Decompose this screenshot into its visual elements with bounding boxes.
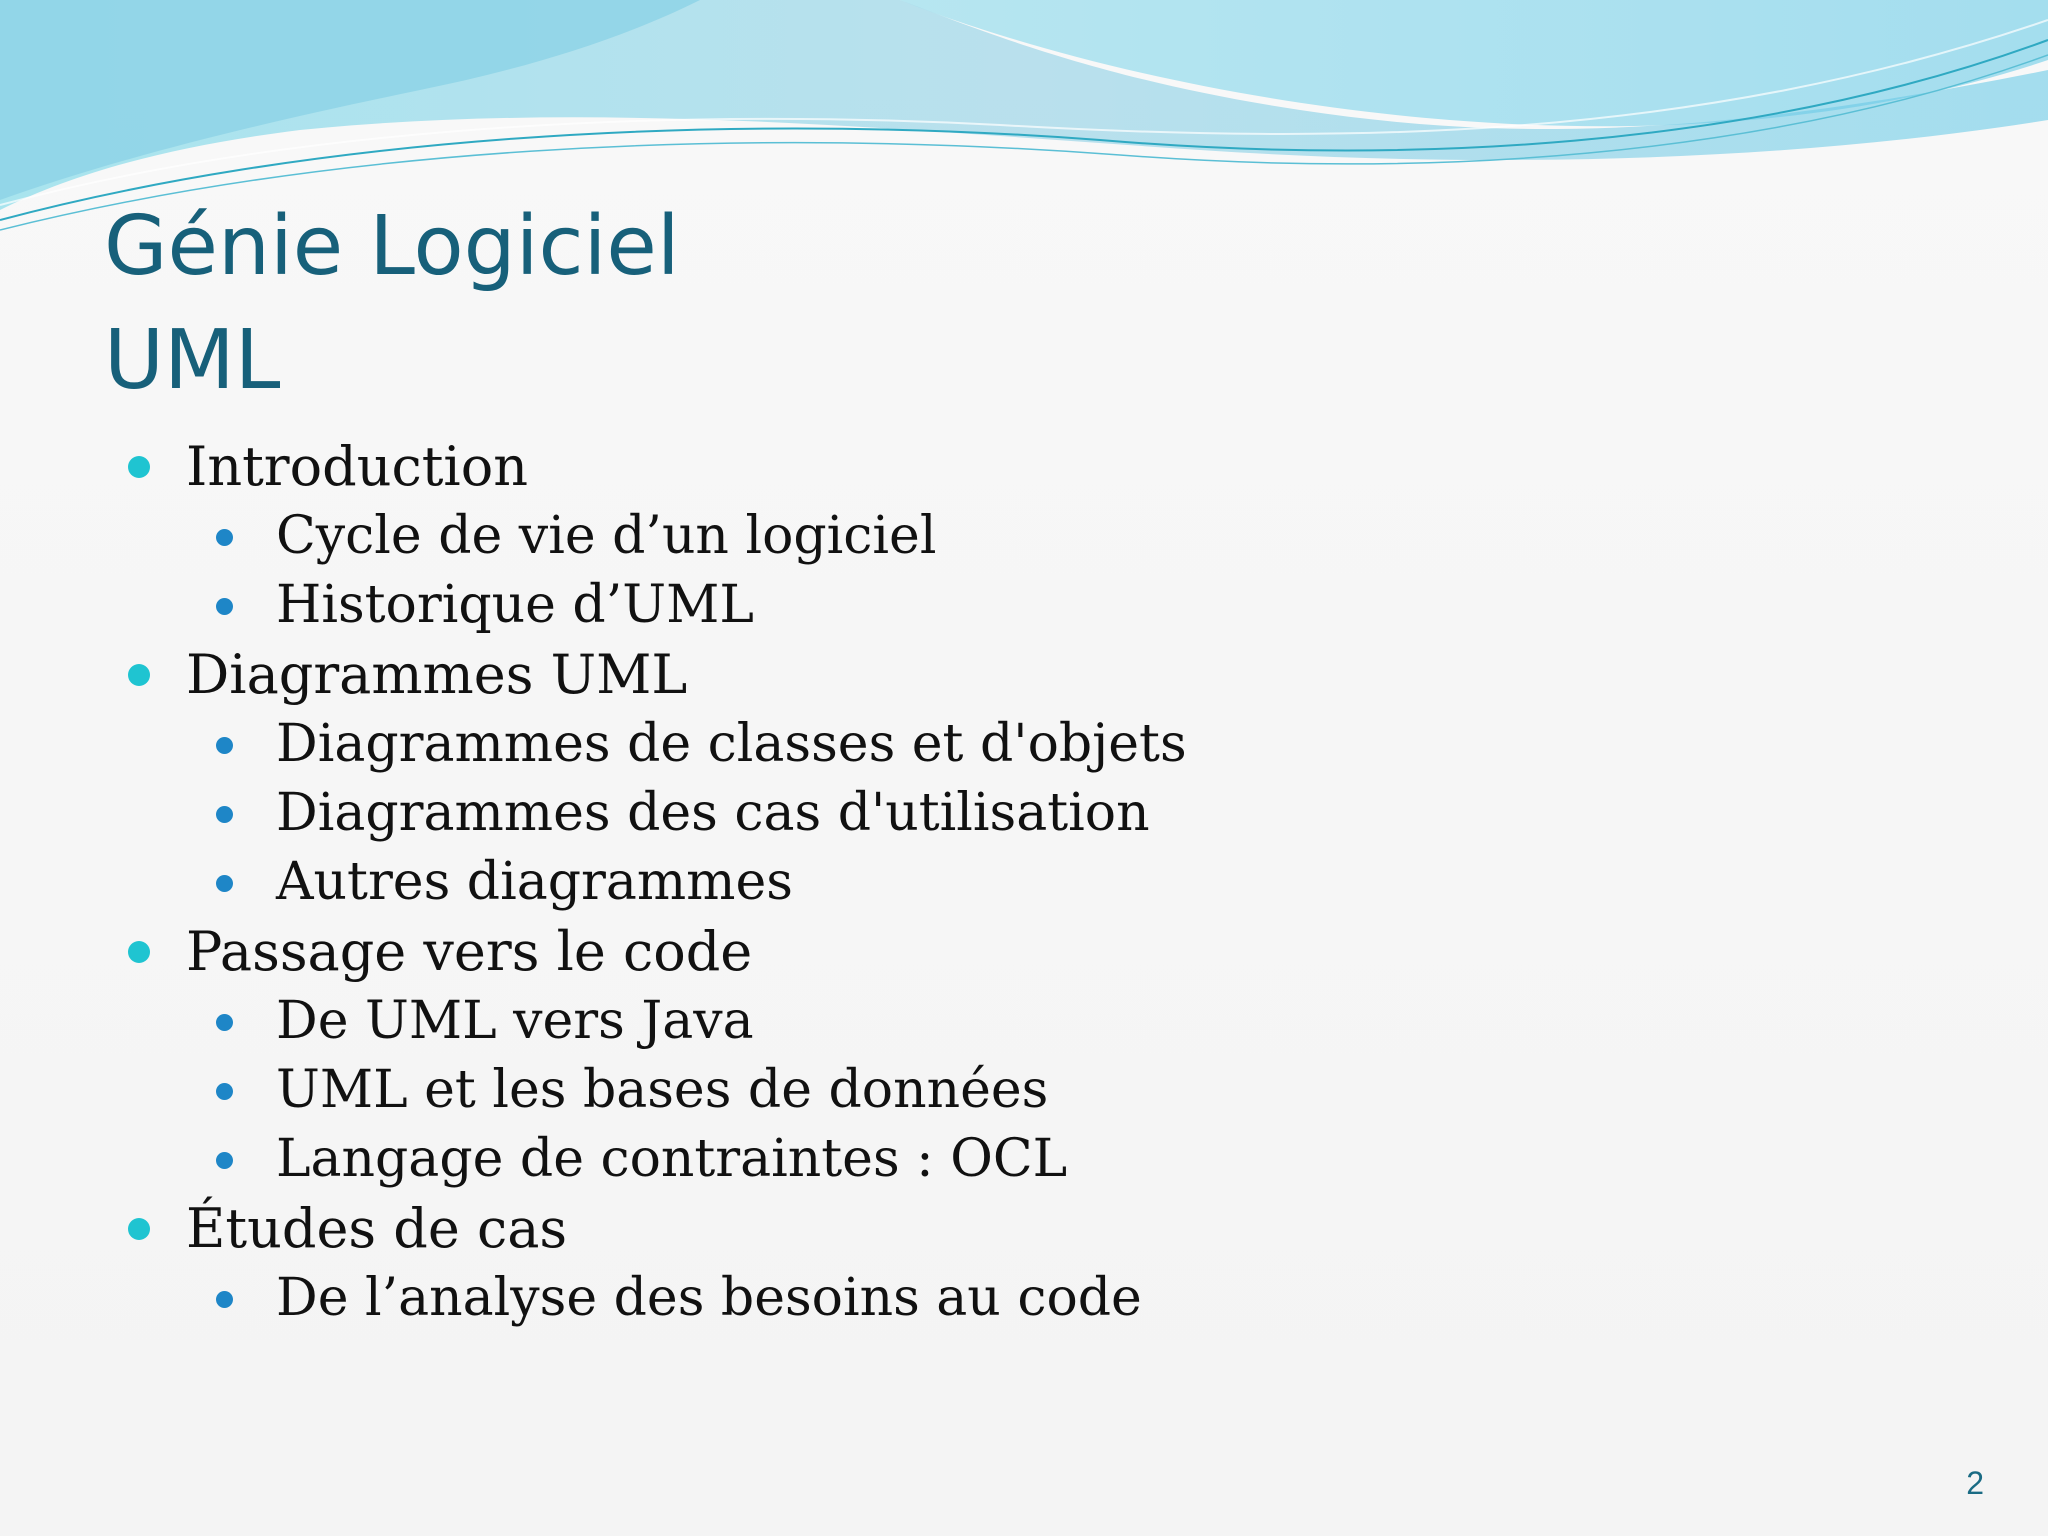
sub-item (128, 1056, 1187, 1125)
bullet-icon (216, 806, 233, 823)
title-line-1: Génie Logiciel (104, 199, 680, 294)
sub-item (128, 779, 1187, 848)
sub-item-label: Historique d’UML (276, 575, 754, 635)
sub-item-label: Cycle de vie d’un logiciel (276, 506, 937, 566)
sub-item-label: De UML vers Java (276, 991, 754, 1051)
outline-item-label: Études de cas (186, 1197, 568, 1260)
bullet-icon (216, 1152, 233, 1169)
bullet-icon (128, 941, 150, 963)
bullet-icon (216, 1291, 233, 1308)
sub-item-label: De l’analyse des besoins au code (276, 1268, 1142, 1328)
sub-list (186, 502, 1187, 640)
sub-item (128, 987, 1187, 1056)
sub-item (128, 571, 1187, 640)
sub-list (186, 1264, 1187, 1333)
sub-item (128, 1125, 1187, 1194)
sub-item (128, 502, 1187, 571)
sub-item-label: Diagrammes de classes et d'objets (276, 714, 1187, 774)
bullet-icon (128, 1218, 150, 1240)
outline-item (128, 917, 1187, 1194)
bullet-icon (216, 1014, 233, 1031)
bullet-icon (216, 529, 233, 546)
sub-item (128, 1264, 1187, 1333)
bullet-icon (216, 875, 233, 892)
outline-list (128, 432, 1187, 1333)
sub-item-label: Langage de contraintes : OCL (276, 1129, 1068, 1189)
bullet-icon (128, 456, 150, 478)
sub-item (128, 848, 1187, 917)
page-number: 2 (1966, 1465, 1984, 1501)
bullet-icon (216, 598, 233, 615)
bullet-icon (128, 664, 150, 686)
sub-item-label: Autres diagrammes (276, 852, 793, 912)
title-line-2: UML (104, 313, 281, 408)
slide-title (104, 190, 680, 418)
outline-item-label: Diagrammes UML (186, 643, 688, 706)
sub-list (186, 710, 1187, 917)
outline-item-label: Passage vers le code (186, 920, 753, 983)
outline-item (128, 640, 1187, 917)
sub-list (186, 987, 1187, 1194)
sub-item (128, 710, 1187, 779)
bullet-icon (216, 1083, 233, 1100)
outline-item-label: Introduction (186, 435, 528, 498)
outline-item (128, 432, 1187, 640)
bullet-icon (216, 737, 233, 754)
sub-item-label: Diagrammes des cas d'utilisation (276, 783, 1150, 843)
outline-item (128, 1194, 1187, 1333)
sub-item-label: UML et les bases de données (276, 1060, 1049, 1120)
